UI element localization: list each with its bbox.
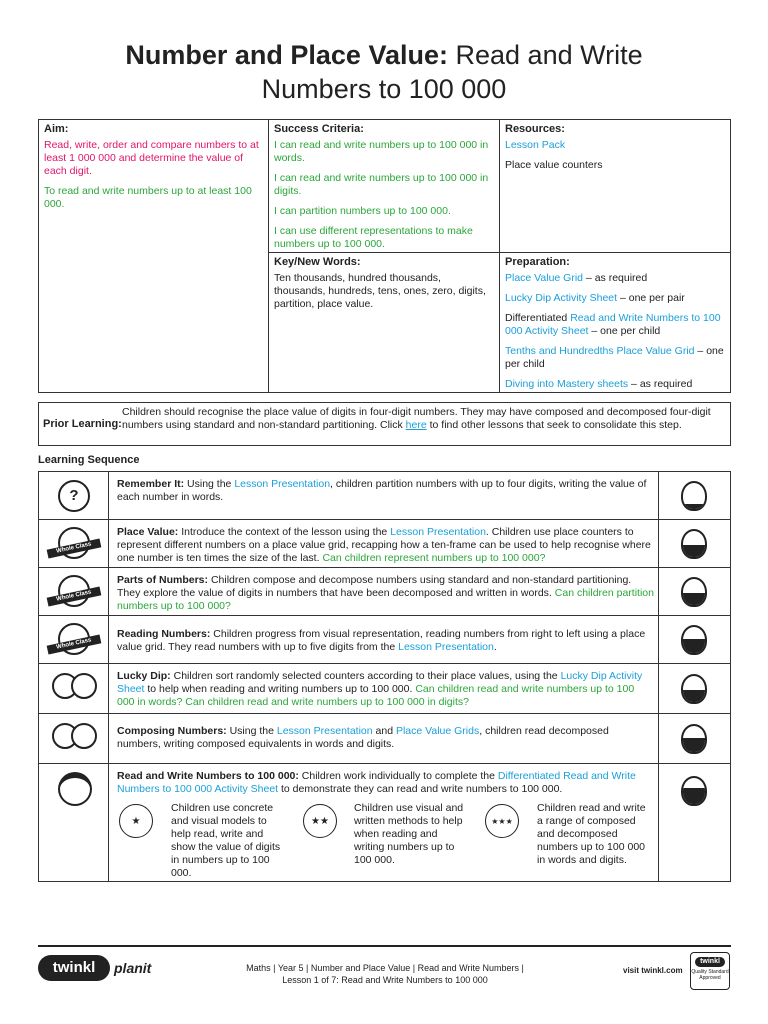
place-value-grid-link[interactable]: Place Value Grid <box>505 272 584 284</box>
resources-heading: Resources: <box>505 123 565 135</box>
timer-icon <box>658 616 730 663</box>
timer-icon <box>658 714 730 763</box>
whole-class-icon: Whole Class <box>39 520 109 567</box>
one-star-icon: ★ <box>119 804 153 838</box>
differentiation-text: Children use concrete and visual models to help read, write and show the value of digits in numbers up to 100 000. <box>171 802 281 879</box>
resources-cell <box>499 119 731 183</box>
page-title: Number and Place Value: Read and Write Numbers to 100 000 <box>125 40 643 104</box>
visit-twinkl-link[interactable]: visit twinkl.com <box>623 966 683 975</box>
sequence-text: Reading Numbers: Children progress from visual representation, reading numbers from right to left using a place value grid. They read numbers with up to five digits from the Lesson Presentation. <box>117 628 646 653</box>
prior-learning-heading: Prior Learning: <box>43 418 122 430</box>
quality-badge: twinkl Quality Standard Approved <box>690 952 730 990</box>
planit-logo: planit <box>114 960 152 976</box>
prep-text: – as required <box>628 378 693 390</box>
sequence-text: Remember It: Using the Lesson Presentation, children partition numbers with up to four digits, writing the value of each number in words. <box>117 478 647 503</box>
key-words-heading: Key/New Words: <box>274 256 361 268</box>
timer-icon <box>658 472 730 519</box>
sequence-text: Lucky Dip: Children sort randomly selected counters according to their place values, using the Lucky Dip Activity Sheet to help when reading and writing numbers up to 100 000. Can children read and write numbers up to 100 000 in words? Can children read and write numbers up to 100 000 in digits? <box>117 670 643 708</box>
timer-icon <box>658 764 730 881</box>
individual-work-icon <box>39 764 109 881</box>
sequence-text: Composing Numbers: Using the Lesson Presentation and Place Value Grids, children read decomposed numbers, writing composed equivalents in words and digits. <box>117 725 609 750</box>
prep-text: – one per pair <box>617 292 685 304</box>
footer-divider <box>38 945 731 947</box>
differentiation-text: Children use visual and written methods to help when reading and writing numbers up to 100 000. <box>354 802 464 866</box>
prior-learning-text: Children should recognise the place value of digits in four-digit numbers. They may have composed and decomposed four-digit numbers using standard and non-standard partitioning. Click here to find other lessons that seek to consolidate this step. <box>122 406 711 431</box>
lesson-pack-link[interactable]: Lesson Pack <box>505 139 566 151</box>
timer-icon <box>658 568 730 615</box>
tenths-grid-link[interactable]: Tenths and Hundredths Place Value Grid <box>505 345 695 357</box>
here-link[interactable]: here <box>405 419 427 431</box>
pair-work-icon <box>39 714 109 763</box>
footer-lesson-info: Maths | Year 5 | Number and Place Value | Read and Write Numbers | Lesson 1 of 7: Read and Write Numbers to 100 000 <box>246 963 524 985</box>
lucky-dip-link[interactable]: Lucky Dip Activity Sheet <box>505 292 618 304</box>
timer-icon <box>658 520 730 567</box>
activity-sheet-link[interactable]: Read and Write Numbers to 100 000 Activity Sheet <box>505 312 721 337</box>
success-item: I can read and write numbers up to 100 000 in digits. <box>274 172 489 197</box>
resource-item: Place value counters <box>505 159 603 171</box>
success-heading: Success Criteria: <box>274 123 364 135</box>
sequence-row-lucky-dip <box>38 663 731 714</box>
timer-icon <box>658 664 730 713</box>
differentiation-text: Children read and write a range of composed and decomposed numbers up to 100 000 in words and digits. <box>537 802 646 866</box>
prep-text: – as required <box>583 272 648 284</box>
three-star-icon: ★★★ <box>485 804 519 838</box>
sequence-text: Place Value: Introduce the context of the lesson using the Lesson Presentation. Children use place counters to represent different numbers on a place value grid, recapping how a ten-frame can be used to help recognise where one number is ten times the size of the last. Can children represent numbers up to 100 000? <box>117 526 651 564</box>
preparation-heading: Preparation: <box>505 256 570 268</box>
sequence-row-remember-it <box>38 471 731 520</box>
two-star-icon: ★★ <box>303 804 337 838</box>
key-words-text: Ten thousands, hundred thousands, thousands, hundreds, tens, ones, zero, digits, partition, place value. <box>274 272 486 310</box>
success-item: I can use different representations to make numbers up to 100 000. <box>274 225 473 250</box>
sequence-row-reading-numbers <box>38 615 731 664</box>
whole-class-icon: Whole Class <box>39 568 109 615</box>
prior-learning-box <box>38 402 731 446</box>
prep-text: – one per child <box>588 325 661 337</box>
sequence-row-parts-of-numbers <box>38 567 731 616</box>
sequence-text: Parts of Numbers: Children compose and decompose numbers using standard and non-standard partitioning. They explore the value of digits in numbers that have been decomposed and written in words. Can children partition numbers up to 100 000? <box>117 574 654 612</box>
preparation-cell <box>499 252 731 402</box>
aim-heading: Aim: <box>44 123 69 135</box>
sequence-row-composing-numbers <box>38 713 731 764</box>
twinkl-logo[interactable]: twinkl <box>38 955 110 981</box>
sequence-text: Read and Write Numbers to 100 000: Children work individually to complete the Differentiated Read and Write Numbers to 100 000 Activity Sheet to demonstrate they can read and write numbers to 100 000. <box>117 770 636 795</box>
prep-text: – one per child <box>505 345 724 370</box>
aim-objective: To read and write numbers up to at least 100 000. <box>44 185 252 210</box>
success-item: I can read and write numbers up to 100 000 in words. <box>274 139 489 164</box>
success-criteria-cell <box>268 119 499 262</box>
sequence-row-place-value <box>38 519 731 568</box>
aim-curriculum: Read, write, order and compare numbers to at least 1 000 000 and determine the value of each digit. <box>44 139 259 177</box>
success-item: I can partition numbers up to 100 000. <box>274 205 451 217</box>
prep-text: Differentiated <box>505 312 571 324</box>
mastery-sheets-link[interactable]: Diving into Mastery sheets <box>505 378 629 390</box>
remember-it-icon: ? <box>39 472 109 519</box>
pair-work-icon <box>39 664 109 713</box>
sequence-row-independent-work <box>38 763 731 882</box>
learning-sequence-heading: Learning Sequence <box>38 454 140 466</box>
key-words-cell <box>268 252 499 322</box>
aim-cell <box>38 119 268 222</box>
whole-class-icon: Whole Class <box>39 616 109 663</box>
